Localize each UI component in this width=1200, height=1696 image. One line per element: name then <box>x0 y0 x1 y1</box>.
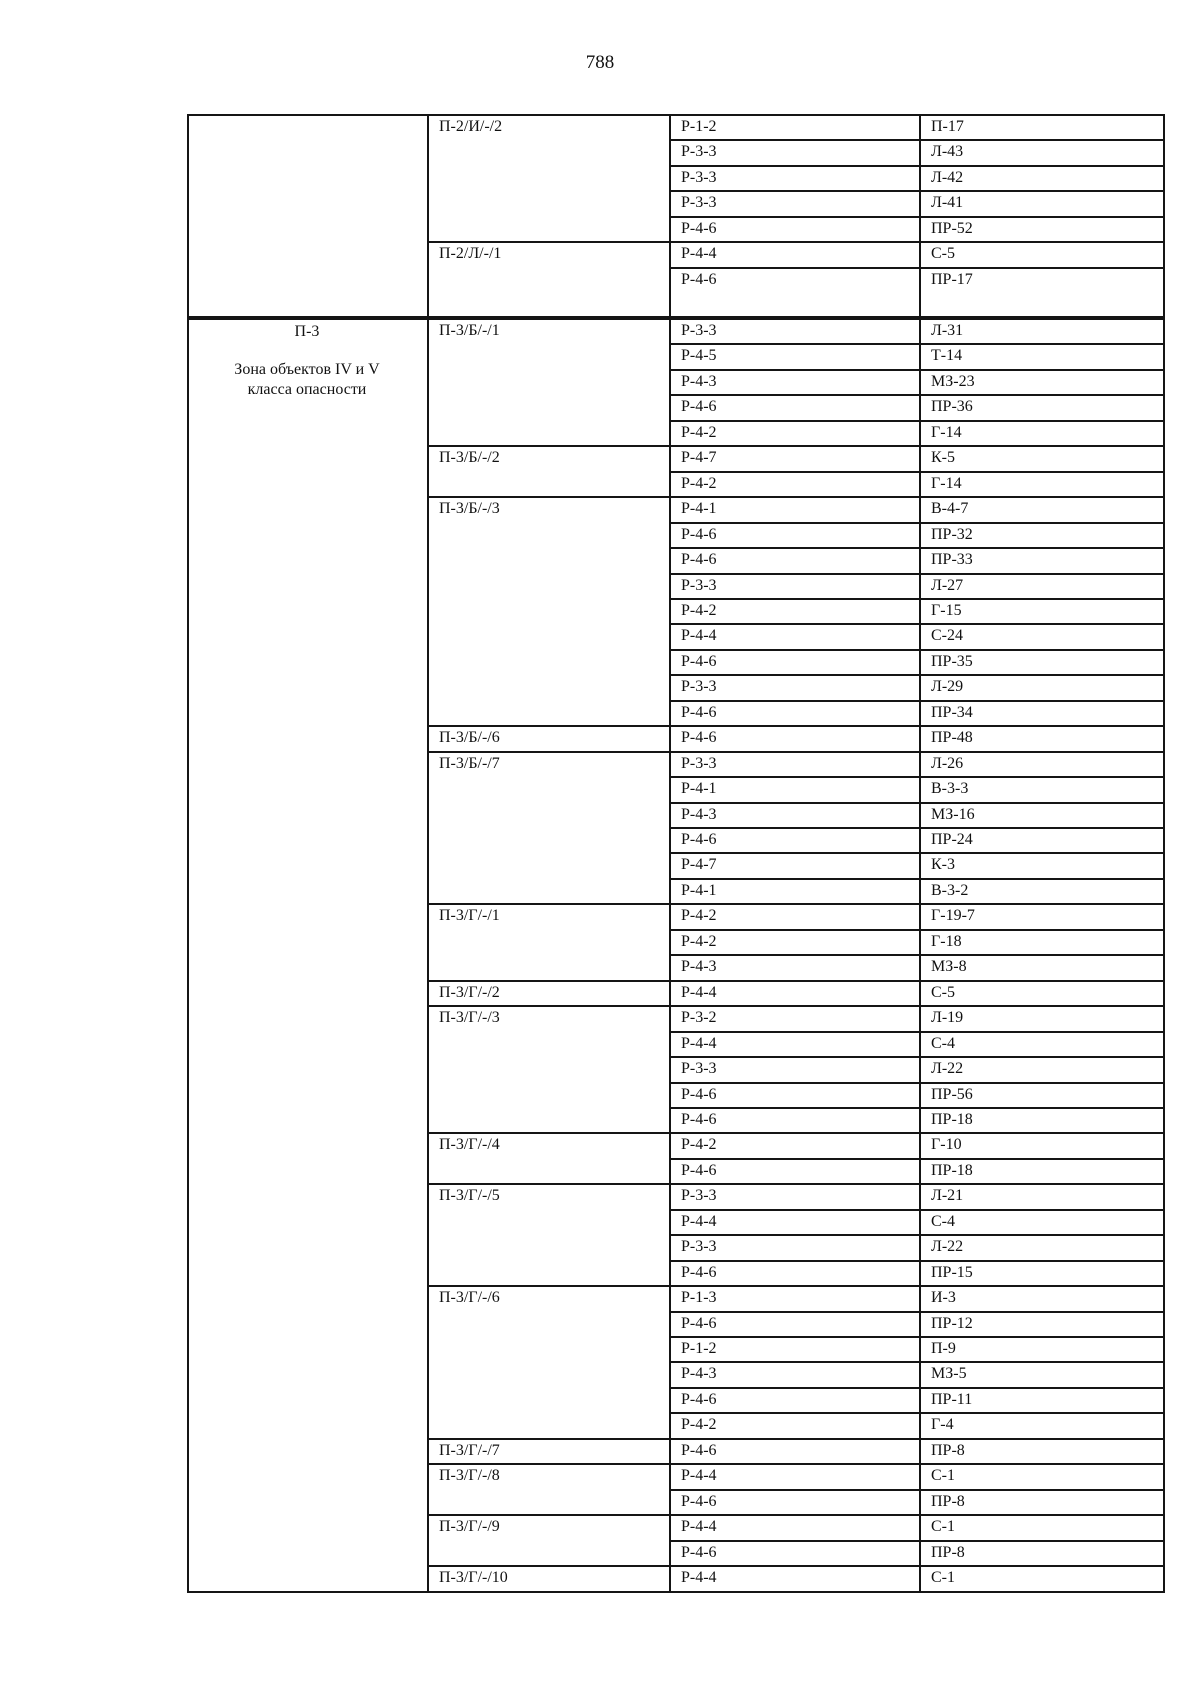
subzone-code: П-3/Г/-/5 <box>439 1187 500 1205</box>
object-code: ПР-15 <box>931 1263 973 1281</box>
object-code: С-4 <box>931 1212 955 1230</box>
row-divider <box>669 1056 1165 1058</box>
row-divider <box>669 700 1165 702</box>
regulation-code: Р-4-4 <box>681 1212 717 1230</box>
row-divider <box>669 1107 1165 1109</box>
subzone-code: П-3/Г/-/9 <box>439 1518 500 1536</box>
regulation-code: Р-4-4 <box>681 627 717 645</box>
regulation-code: Р-4-2 <box>681 907 717 925</box>
row-divider <box>669 394 1165 396</box>
object-code: ПР-52 <box>931 219 973 237</box>
row-divider <box>669 1234 1165 1236</box>
row-divider <box>669 1311 1165 1313</box>
object-code: Л-22 <box>931 1060 964 1078</box>
object-code: К-3 <box>931 856 955 874</box>
object-code: ПР-18 <box>931 1110 973 1128</box>
subzone-divider <box>427 1463 1165 1465</box>
subzone-code: П-3/Г/-/8 <box>439 1467 500 1485</box>
subzone-code: П-3/Г/-/1 <box>439 907 500 925</box>
subzone-divider <box>427 1514 1165 1516</box>
row-divider <box>669 802 1165 804</box>
subzone-divider <box>427 1132 1165 1134</box>
object-code: Л-19 <box>931 1009 964 1027</box>
regulation-code: Р-4-3 <box>681 1365 717 1383</box>
row-divider <box>669 1387 1165 1389</box>
object-code: ПР-56 <box>931 1085 973 1103</box>
object-code: С-5 <box>931 245 955 263</box>
object-code: МЗ-5 <box>931 1365 967 1383</box>
object-code: ПР-48 <box>931 729 973 747</box>
regulation-code: Р-4-6 <box>681 1492 717 1510</box>
row-divider <box>669 343 1165 345</box>
row-divider <box>669 954 1165 956</box>
row-divider <box>669 623 1165 625</box>
object-code: Л-21 <box>931 1187 964 1205</box>
subzone-code: П-3/Б/-/2 <box>439 449 500 467</box>
row-divider <box>669 573 1165 575</box>
object-code: МЗ-8 <box>931 958 967 976</box>
page-number: 788 <box>585 52 615 73</box>
row-divider <box>669 1082 1165 1084</box>
subzone-code: П-3/Б/-/1 <box>439 322 500 339</box>
object-code: Г-15 <box>931 601 962 619</box>
regulation-code: Р-4-3 <box>681 958 717 976</box>
object-code: Л-42 <box>931 168 964 186</box>
subzone-divider <box>427 980 1165 982</box>
regulation-code: Р-1-2 <box>681 1340 717 1357</box>
regulation-code: Р-4-1 <box>681 881 717 899</box>
regulation-code: Р-3-3 <box>681 143 717 161</box>
subzone-divider <box>427 445 1165 447</box>
regulation-code: Р-4-6 <box>681 219 717 237</box>
object-code: Л-22 <box>931 1238 964 1256</box>
object-code: ПР-11 <box>931 1390 973 1408</box>
row-divider <box>669 827 1165 829</box>
regulation-code: Р-4-2 <box>681 1136 717 1154</box>
subzone-divider <box>427 1565 1165 1567</box>
regulation-code: Р-3-3 <box>681 194 717 212</box>
regulation-code: Р-4-4 <box>681 1569 717 1587</box>
subzone-code: П-3/Г/-/4 <box>439 1136 500 1154</box>
row-divider <box>669 878 1165 880</box>
object-code: В-4-7 <box>931 500 969 518</box>
regulation-code: Р-4-6 <box>681 652 717 670</box>
subzone-code: П-2/Л/-/1 <box>439 245 502 263</box>
subzone-code: П-2/И/-/2 <box>439 118 503 135</box>
row-divider <box>669 674 1165 676</box>
row-divider <box>669 267 1165 269</box>
object-code: ПР-8 <box>931 1441 965 1459</box>
subzone-divider <box>427 1438 1165 1440</box>
subzone-divider <box>427 751 1165 753</box>
regulation-code: Р-4-4 <box>681 983 717 1001</box>
row-divider <box>669 1361 1165 1363</box>
row-divider <box>669 1489 1165 1491</box>
row-divider <box>669 420 1165 422</box>
object-code: Л-41 <box>931 194 964 212</box>
row-divider <box>669 190 1165 192</box>
object-code: С-4 <box>931 1034 955 1052</box>
object-code: Л-43 <box>931 143 964 161</box>
row-divider <box>669 1260 1165 1262</box>
subzone-code: П-3/Г/-/6 <box>439 1289 500 1307</box>
regulation-code: Р-4-6 <box>681 1263 717 1281</box>
object-code: ПР-8 <box>931 1543 965 1561</box>
zone-code: П-3 <box>294 323 320 340</box>
table-top-border <box>187 114 1165 116</box>
object-code: С-24 <box>931 627 963 645</box>
row-divider <box>669 369 1165 371</box>
regulation-code: Р-4-5 <box>681 347 717 365</box>
subzone-divider <box>427 496 1165 498</box>
regulation-code: Р-4-6 <box>681 1314 717 1332</box>
regulation-code: Р-4-3 <box>681 805 717 823</box>
row-divider <box>669 216 1165 218</box>
object-code: МЗ-23 <box>931 372 975 390</box>
object-code: Г-18 <box>931 932 962 950</box>
subzone-code: П-3/Б/-/6 <box>439 729 500 747</box>
object-code: МЗ-16 <box>931 805 975 823</box>
regulation-code: Р-4-6 <box>681 703 717 721</box>
row-divider <box>669 598 1165 600</box>
regulation-code: Р-4-2 <box>681 423 717 441</box>
object-code: ПР-36 <box>931 398 973 416</box>
subzone-code: П-3/Г/-/7 <box>439 1441 500 1459</box>
regulation-code: Р-4-4 <box>681 245 717 263</box>
regulation-code: Р-4-2 <box>681 474 717 492</box>
regulation-code: Р-4-6 <box>681 525 717 543</box>
subzone-divider <box>427 1005 1165 1007</box>
subzone-code: П-3/Г/-/3 <box>439 1009 500 1027</box>
regulation-code: Р-4-6 <box>681 831 717 848</box>
object-code: Л-26 <box>931 754 964 772</box>
regulation-code: Р-3-3 <box>681 678 717 696</box>
object-code: С-1 <box>931 1518 955 1536</box>
object-code: Л-31 <box>931 322 964 339</box>
object-code: П-17 <box>931 118 964 135</box>
regulation-code: Р-3-3 <box>681 168 717 186</box>
regulation-code: Р-3-3 <box>681 322 717 339</box>
object-code: ПР-34 <box>931 703 973 721</box>
regulation-code: Р-4-1 <box>681 780 717 798</box>
row-divider <box>669 1209 1165 1211</box>
regulation-code: Р-4-6 <box>681 1110 717 1128</box>
regulation-code: Р-4-4 <box>681 1518 717 1536</box>
regulation-code: Р-3-3 <box>681 754 717 772</box>
object-code: Т-14 <box>931 347 963 365</box>
regulation-code: Р-4-6 <box>681 270 717 288</box>
group-divider <box>187 318 1165 320</box>
regulation-code: Р-4-2 <box>681 932 717 950</box>
object-code: ПР-32 <box>931 525 973 543</box>
row-divider <box>669 852 1165 854</box>
regulation-code: Р-4-6 <box>681 1161 717 1179</box>
row-divider <box>669 1158 1165 1160</box>
subzone-divider <box>427 725 1165 727</box>
regulation-code: Р-4-3 <box>681 372 717 390</box>
row-divider <box>669 776 1165 778</box>
object-code: Л-27 <box>931 576 964 594</box>
row-divider <box>669 1412 1165 1414</box>
zoning-table <box>187 114 1163 1587</box>
row-divider <box>669 929 1165 931</box>
object-code: В-3-2 <box>931 881 969 899</box>
row-divider <box>669 547 1165 549</box>
subzone-code: П-3/Г/-/2 <box>439 983 500 1001</box>
object-code: Г-4 <box>931 1416 954 1434</box>
subzone-code: П-3/Г/-/10 <box>439 1569 508 1587</box>
object-code: В-3-3 <box>931 780 969 798</box>
object-code: ПР-17 <box>931 270 973 288</box>
subzone-code: П-3/Б/-/7 <box>439 754 500 772</box>
regulation-code: Р-4-6 <box>681 551 717 569</box>
object-code: ПР-24 <box>931 831 973 848</box>
row-divider <box>669 1336 1165 1338</box>
row-divider <box>669 649 1165 651</box>
object-code: С-1 <box>931 1569 955 1587</box>
subzone-divider <box>427 1285 1165 1287</box>
object-code: И-3 <box>931 1289 956 1307</box>
row-divider <box>669 1031 1165 1033</box>
object-code: С-1 <box>931 1467 955 1485</box>
subzone-divider <box>427 903 1165 905</box>
object-code: П-9 <box>931 1340 956 1357</box>
regulation-code: Р-3-3 <box>681 576 717 594</box>
object-code: ПР-35 <box>931 652 973 670</box>
regulation-code: Р-1-2 <box>681 118 717 135</box>
regulation-code: Р-4-4 <box>681 1034 717 1052</box>
subzone-divider <box>427 1183 1165 1185</box>
row-divider <box>669 165 1165 167</box>
regulation-code: Р-4-6 <box>681 398 717 416</box>
row-divider <box>669 1540 1165 1542</box>
regulation-code: Р-3-2 <box>681 1009 717 1027</box>
regulation-code: Р-4-2 <box>681 1416 717 1434</box>
regulation-code: Р-3-3 <box>681 1187 717 1205</box>
subzone-code: П-3/Б/-/3 <box>439 500 500 518</box>
regulation-code: Р-4-6 <box>681 1390 717 1408</box>
regulation-code: Р-3-3 <box>681 1238 717 1256</box>
row-divider <box>669 522 1165 524</box>
object-code: ПР-18 <box>931 1161 973 1179</box>
object-code: ПР-12 <box>931 1314 973 1332</box>
regulation-code: Р-4-1 <box>681 500 717 518</box>
regulation-code: Р-4-7 <box>681 449 717 467</box>
table-bottom-border <box>187 1591 1165 1593</box>
object-code: Л-29 <box>931 678 964 696</box>
object-code: Г-10 <box>931 1136 962 1154</box>
object-code: К-5 <box>931 449 955 467</box>
column-divider-zone <box>427 114 429 1593</box>
object-code: Г-19-7 <box>931 907 975 925</box>
row-divider <box>669 139 1165 141</box>
regulation-code: Р-4-6 <box>681 1441 717 1459</box>
regulation-code: Р-3-3 <box>681 1060 717 1078</box>
object-code: С-5 <box>931 983 955 1001</box>
regulation-code: Р-4-4 <box>681 1467 717 1485</box>
subzone-divider <box>427 241 1165 243</box>
row-divider <box>669 471 1165 473</box>
regulation-code: Р-4-6 <box>681 1085 717 1103</box>
regulation-code: Р-4-2 <box>681 601 717 619</box>
zone-title: Зона объектов IV и V класса опасности <box>234 361 380 398</box>
object-code: Г-14 <box>931 474 962 492</box>
regulation-code: Р-1-3 <box>681 1289 717 1307</box>
object-code: ПР-8 <box>931 1492 965 1510</box>
object-code: Г-14 <box>931 423 962 441</box>
regulation-code: Р-4-6 <box>681 1543 717 1561</box>
regulation-code: Р-4-6 <box>681 729 717 747</box>
regulation-code: Р-4-7 <box>681 856 717 874</box>
object-code: ПР-33 <box>931 551 973 569</box>
